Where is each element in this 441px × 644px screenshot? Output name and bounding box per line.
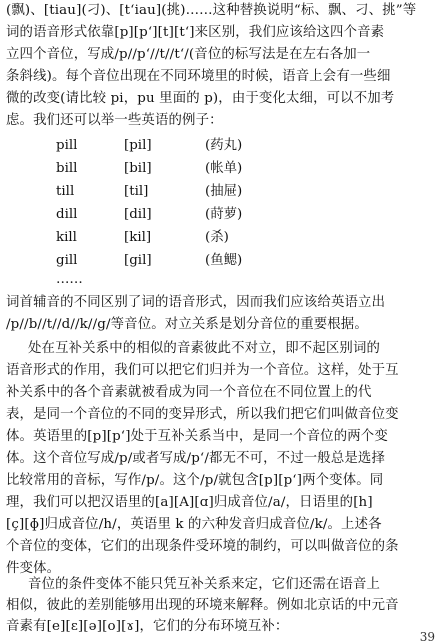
- text-line: 微的改变(请比较 pi，pu 里面的 p)，由于变化太细，可以不加考: [6, 91, 395, 106]
- example-ipa: [kil]: [124, 230, 152, 245]
- example-gloss: (莳萝): [205, 207, 243, 222]
- text-line: 虑。我们还可以举一些英语的例子：: [6, 113, 223, 128]
- text-line: 立四个音位，写成/p//pʻ//t//tʻ/(音位的标写法是在左右各加一: [6, 47, 371, 62]
- example-word: gill: [56, 253, 78, 268]
- text-line: 补关系中的各个音素就被看成为同一个音位在不同位置上的代: [6, 385, 372, 400]
- example-ipa: [dil]: [124, 207, 152, 222]
- page-number: 39: [419, 630, 435, 644]
- text-line: 理，我们可以把汉语里的[a][A][ɑ]归成音位/a/，日语里的[h]: [6, 495, 373, 510]
- example-gloss: (药丸): [205, 138, 243, 153]
- example-word: kill: [56, 230, 77, 245]
- example-gloss: (帐单): [205, 161, 243, 176]
- text-line: 体。这个音位写成/p/或者写成/pʻ/都无不可，不过一般总是选择: [6, 451, 386, 466]
- text-line: 处在互补关系中的相似的音素彼此不对立，即不起区别词的: [28, 341, 381, 356]
- text-line: 个音位的变体，它们的出现条件受环境的制约，可以叫做音位的条: [6, 539, 399, 554]
- example-gloss: (杀): [205, 230, 229, 245]
- examples-ellipsis: ……: [56, 272, 83, 287]
- text-line: /p//b//t//d//k//g/等音位。对立关系是划分音位的重要根据。: [6, 317, 368, 332]
- text-line: (飘)、[tiau](刁)、[tʻiau](挑)……这种替换说明“标、飘、刁、挑”等: [6, 3, 417, 18]
- text-line: 比较常用的音标，写作/p/。这个/p/就包含[p][pʻ]两个变体。同: [6, 473, 384, 488]
- text-line: 词的语音形式依靠[p][pʻ][t][tʻ]来区别，我们应该给这四个音素: [6, 25, 385, 40]
- text-line: 件变体。: [6, 561, 61, 576]
- text-line: 条斜线)。每个音位出现在不同环境里的时候，语音上会有一些细: [6, 69, 391, 84]
- example-ipa: [bil]: [124, 161, 152, 176]
- example-row: [0, 137, 441, 155]
- example-word: pill: [56, 138, 78, 153]
- example-row: [0, 206, 441, 224]
- text-line: 体。英语里的[p][pʻ]处于互补关系当中，是同一个音位的两个变: [6, 429, 388, 444]
- example-row: [0, 160, 441, 178]
- example-word: bill: [56, 161, 78, 176]
- text-line: [ç][ɸ]归成音位/h/，英语里 k 的六种发音归成音位/k/。上述各: [6, 517, 382, 532]
- text-line: 音素有[e][ɛ][ə][o][ɤ]，它们的分布环境互补：: [6, 619, 289, 634]
- text-line: 语音形式的作用，我们可以把它们归并为一个音位。这样，处于互: [6, 363, 399, 378]
- example-row: [0, 183, 441, 201]
- text-line: 词首辅音的不同区别了词的语音形式，因而我们应该给英语立出: [6, 295, 386, 310]
- example-gloss: (鱼鳃): [205, 253, 243, 268]
- text-line: 相似，彼此的差别能够用出现的环境来解释。例如北京话的中元音: [6, 598, 399, 613]
- example-word: till: [56, 184, 75, 199]
- example-ipa: [gil]: [124, 253, 152, 268]
- example-gloss: (抽屉): [205, 184, 243, 199]
- example-row: [0, 229, 441, 247]
- example-row: [0, 252, 441, 270]
- example-ipa: [til]: [124, 184, 149, 199]
- text-line: 表，是同一个音位的不同的变异形式，所以我们把它们叫做音位变: [6, 407, 399, 422]
- text-line: 音位的条件变体不能只凭互补关系来定，它们还需在语音上: [28, 577, 381, 592]
- example-word: dill: [56, 207, 78, 222]
- example-ipa: [pil]: [124, 138, 152, 153]
